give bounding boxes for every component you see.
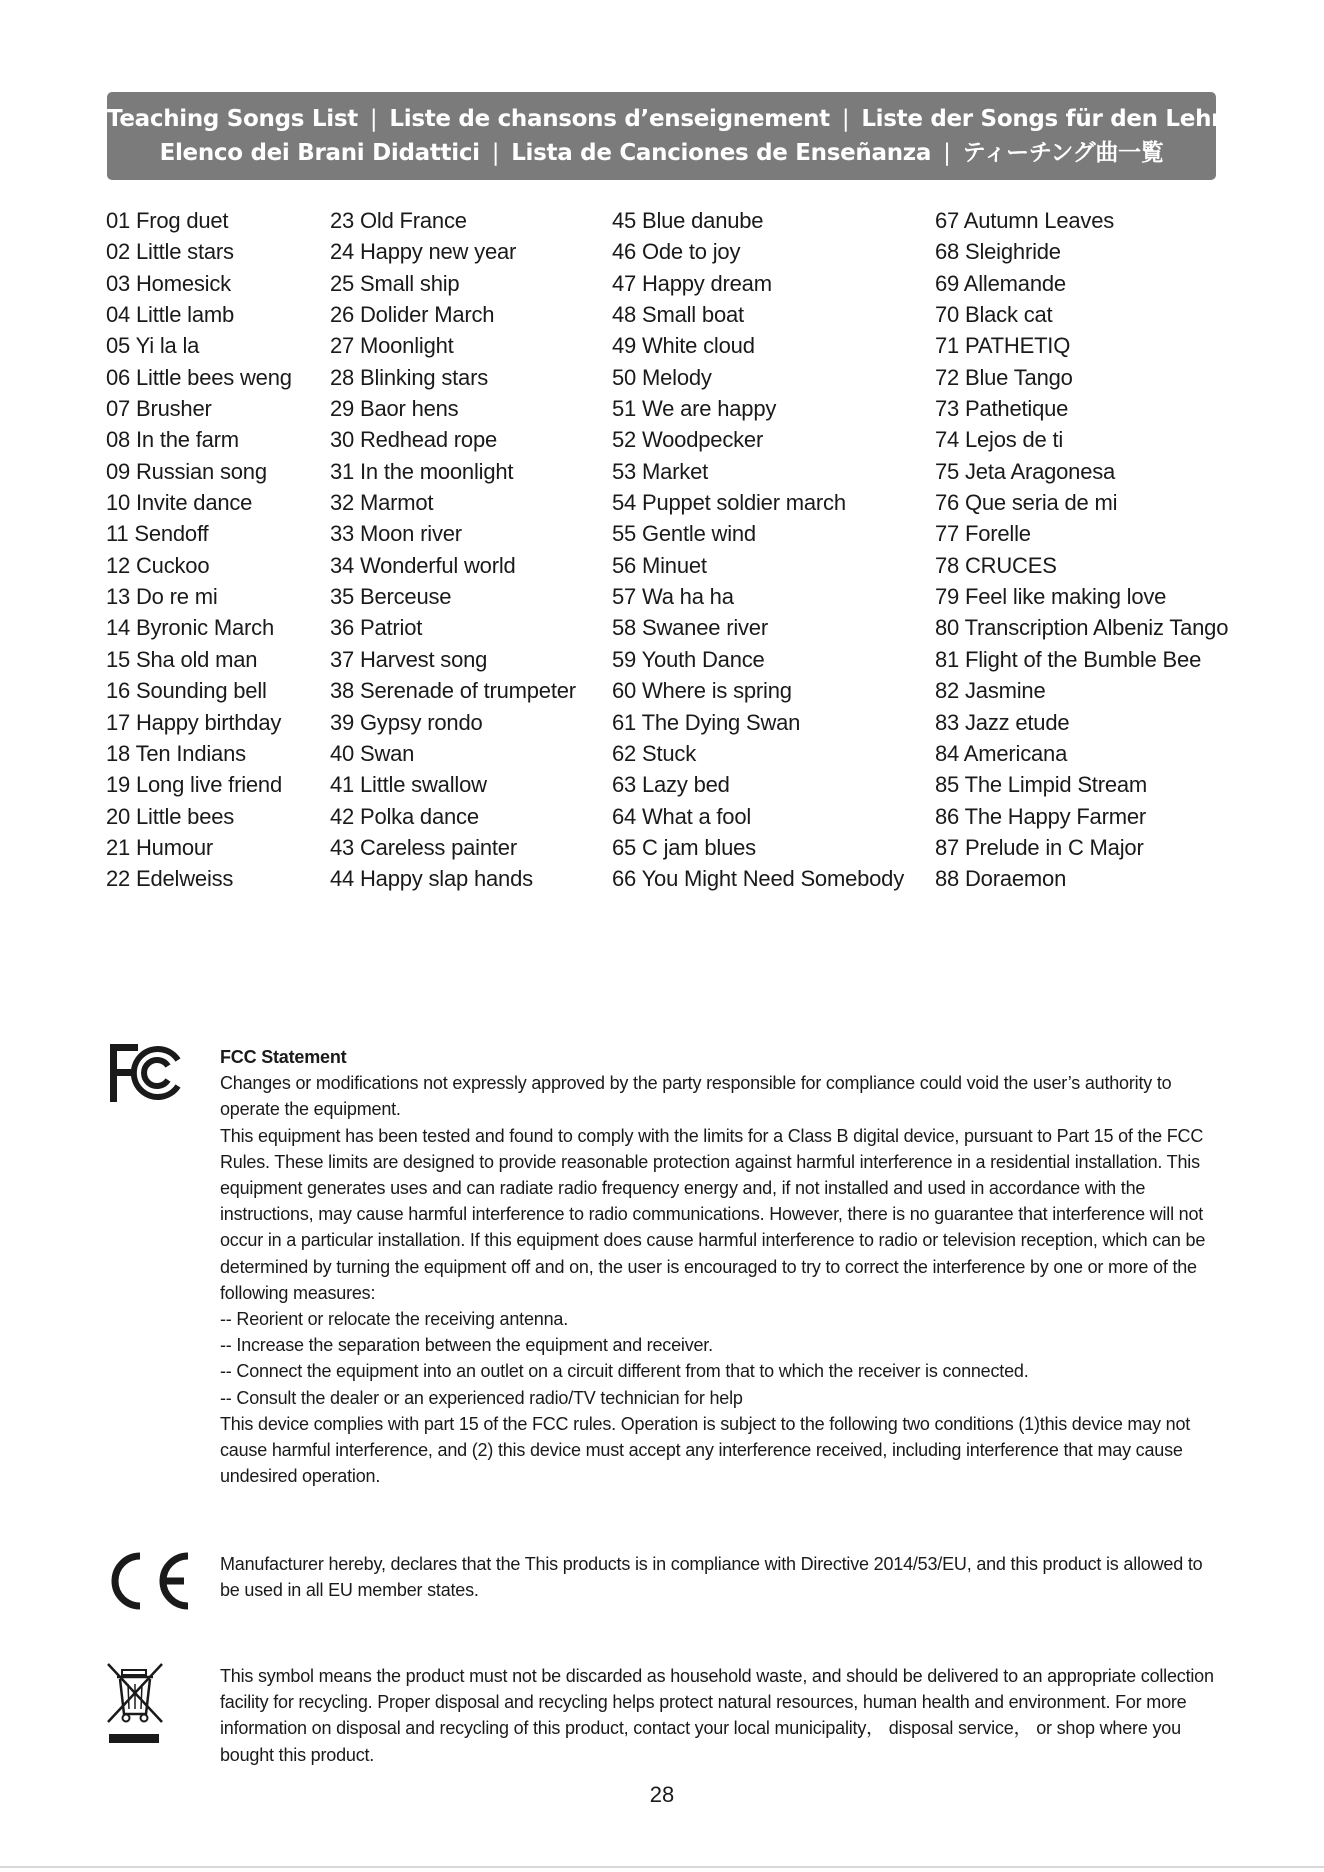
- song-item: 51 We are happy: [612, 396, 777, 422]
- song-item: 78 CRUCES: [935, 552, 1057, 578]
- song-item: 19 Long live friend: [106, 772, 282, 798]
- page-number: 28: [649, 1782, 675, 1807]
- song-item: 71 PATHETIQ: [935, 333, 1071, 359]
- song-item: 22 Edelweiss: [106, 866, 234, 892]
- song-item: 58 Swanee river: [612, 615, 768, 641]
- fcc-statement: [220, 1044, 1220, 1489]
- song-item: 07 Brusher: [106, 396, 212, 422]
- song-item: 16 Sounding bell: [106, 678, 267, 704]
- song-item: 43 Careless painter: [330, 834, 517, 860]
- song-item: 70 Black cat: [935, 302, 1053, 328]
- song-item: 32 Marmot: [330, 490, 434, 516]
- song-item: 87 Prelude in C Major: [935, 834, 1144, 860]
- song-item: 04 Little lamb: [106, 302, 235, 328]
- song-item: 84 Americana: [935, 740, 1068, 766]
- header-separator: |: [491, 140, 500, 166]
- song-item: 36 Patriot: [330, 615, 423, 641]
- bottom-divider: [0, 1866, 1324, 1868]
- song-item: 57 Wa ha ha: [612, 584, 734, 610]
- song-item: 88 Doraemon: [935, 866, 1067, 892]
- song-item: 47 Happy dream: [612, 270, 772, 296]
- song-item: 82 Jasmine: [935, 678, 1046, 704]
- song-item: 03 Homesick: [106, 270, 231, 296]
- song-item: 59 Youth Dance: [612, 646, 765, 672]
- header-title-en: Teaching Songs List: [107, 106, 358, 132]
- song-item: 15 Sha old man: [106, 646, 258, 672]
- fcc-measure: -- Increase the separation between the equipment and receiver.: [220, 1335, 713, 1356]
- fcc-title: FCC Statement: [220, 1047, 347, 1067]
- song-item: 06 Little bees weng: [106, 364, 292, 390]
- header-line-1: [107, 102, 1307, 136]
- song-item: 52 Woodpecker: [612, 427, 764, 453]
- fcc-measure: -- Consult the dealer or an experienced radio/TV technician for help: [220, 1387, 743, 1408]
- song-item: 41 Little swallow: [330, 772, 487, 798]
- song-item: 12 Cuckoo: [106, 552, 210, 578]
- song-item: 45 Blue danube: [612, 208, 764, 233]
- header-title-de: Liste der Songs für den Lehrmodus: [861, 106, 1307, 132]
- song-item: 29 Baor hens: [330, 396, 459, 422]
- song-column-4: [935, 205, 1228, 895]
- song-item: 54 Puppet soldier march: [612, 490, 846, 516]
- song-item: 40 Swan: [330, 740, 415, 766]
- header-title-fr: Liste de chansons d’enseignement: [389, 106, 830, 132]
- header-title-it: Elenco dei Brani Didattici: [159, 140, 480, 166]
- song-item: 68 Sleighride: [935, 239, 1061, 265]
- header-title-ja: ティーチング曲一覧: [962, 140, 1164, 166]
- song-item: 42 Polka dance: [330, 803, 479, 829]
- weee-bin-icon: [106, 1662, 166, 1748]
- song-item: 62 Stuck: [612, 740, 697, 766]
- song-column-2: [330, 205, 576, 895]
- song-item: 83 Jazz etude: [935, 709, 1070, 735]
- song-item: 33 Moon river: [330, 521, 462, 547]
- song-item: 20 Little bees: [106, 803, 235, 829]
- song-item: 24 Happy new year: [330, 239, 517, 265]
- song-item: 17 Happy birthday: [106, 709, 282, 735]
- song-column-3: [612, 205, 904, 895]
- header-separator: |: [943, 140, 951, 166]
- song-item: 05 Yi la la: [106, 333, 200, 359]
- song-item: 69 Allemande: [935, 270, 1066, 296]
- song-item: 39 Gypsy rondo: [330, 709, 483, 735]
- song-item: 80 Transcription Albeniz Tango: [935, 615, 1229, 641]
- header-separator: |: [369, 106, 378, 132]
- song-item: 46 Ode to joy: [612, 239, 741, 265]
- song-item: 13 Do re mi: [106, 584, 218, 610]
- song-item: 14 Byronic March: [106, 615, 274, 641]
- weee-disposal-notice: [220, 1663, 1220, 1768]
- song-item: 21 Humour: [106, 834, 214, 860]
- song-item: 44 Happy slap hands: [330, 866, 533, 892]
- song-item: 75 Jeta Aragonesa: [935, 458, 1116, 484]
- song-item: 31 In the moonlight: [330, 458, 514, 484]
- song-item: 72 Blue Tango: [935, 364, 1073, 390]
- song-item: 63 Lazy bed: [612, 772, 730, 798]
- song-item: 66 You Might Need Somebody: [612, 866, 905, 892]
- song-item: 23 Old France: [330, 208, 467, 233]
- song-item: 60 Where is spring: [612, 678, 792, 704]
- song-item: 08 In the farm: [106, 427, 239, 453]
- song-item: 65 C jam blues: [612, 834, 756, 860]
- ce-declaration: [220, 1551, 1220, 1603]
- ce-text: Manufacturer hereby, declares that the This products is in compliance with Directive 2014/53/EU, and this product is allowed to be used in all EU member states.: [220, 1554, 1203, 1601]
- song-item: 77 Forelle: [935, 521, 1031, 547]
- song-item: 34 Wonderful world: [330, 552, 516, 578]
- song-item: 35 Berceuse: [330, 584, 452, 610]
- song-column-1: [106, 205, 292, 895]
- fcc-paragraph: Changes or modifications not expressly approved by the party responsible for compliance could void the user’s authority to operate the equipment.: [220, 1073, 1172, 1120]
- song-item: 53 Market: [612, 458, 709, 484]
- song-item: 50 Melody: [612, 364, 712, 390]
- song-item: 38 Serenade of trumpeter: [330, 678, 576, 704]
- song-item: 76 Que seria de mi: [935, 490, 1118, 516]
- song-item: 01 Frog duet: [106, 208, 229, 233]
- fcc-paragraph: This device complies with part 15 of the FCC rules. Operation is subject to the following two conditions (1)this device may not cause harmful interference, and (2) this device must accept any interference received, including interference that may cause undesired operation.: [220, 1413, 1191, 1487]
- song-item: 48 Small boat: [612, 302, 744, 328]
- song-item: 86 The Happy Farmer: [935, 803, 1147, 829]
- song-item: 10 Invite dance: [106, 490, 253, 516]
- song-item: 74 Lejos de ti: [935, 427, 1064, 453]
- song-item: 25 Small ship: [330, 270, 460, 296]
- song-item: 02 Little stars: [106, 239, 234, 265]
- song-item: 79 Feel like making love: [935, 584, 1167, 610]
- song-item: 73 Pathetique: [935, 396, 1069, 422]
- song-item: 56 Minuet: [612, 552, 707, 578]
- song-item: 27 Moonlight: [330, 333, 454, 359]
- fcc-logo-icon: [104, 1040, 186, 1106]
- song-item: 28 Blinking stars: [330, 364, 489, 390]
- fcc-paragraph: This equipment has been tested and found to comply with the limits for a Class B digital device, pursuant to Part 15 of the FCC Rules. These limits are designed to provide reasonable protection against harmful interference in a residential installation. This equipment generates uses and can radiate radio frequency energy and, if not installed and used in accordance with the instructions, may cause harmful interference to radio communications. However, there is no guarantee that interference will not occur in a particular installation. If this equipment does cause harmful interference to radio or television reception, which can be determined by turning the equipment off and on, the user is encouraged to try to correct the interference by one or more of the following measures:: [220, 1125, 1206, 1303]
- song-item: 37 Harvest song: [330, 646, 488, 672]
- song-item: 26 Dolider March: [330, 302, 495, 328]
- song-item: 11 Sendoff: [106, 521, 209, 547]
- header-separator: |: [841, 106, 850, 132]
- song-item: 61 The Dying Swan: [612, 709, 801, 735]
- song-item: 49 White cloud: [612, 333, 755, 359]
- songs-list: [0, 205, 1324, 905]
- header-line-2: [107, 136, 1216, 170]
- header-title-es: Lista de Canciones de Enseñanza: [511, 140, 932, 166]
- song-item: 67 Autumn Leaves: [935, 208, 1115, 233]
- song-item: 55 Gentle wind: [612, 521, 756, 547]
- teaching-songs-header: [107, 92, 1307, 180]
- weee-text: This symbol means the product must not be discarded as household waste, and should be delivered to an appropriate collection facility for recycling. Proper disposal and recycling helps protect natural resources, human health and environment. For more information on disposal and recycling of this product, contact your local municipality， disposal service， or shop where you bought this product.: [220, 1666, 1214, 1765]
- song-item: 18 Ten Indians: [106, 740, 246, 766]
- song-item: 30 Redhead rope: [330, 427, 498, 453]
- song-item: 85 The Limpid Stream: [935, 772, 1148, 798]
- ce-mark-icon: [104, 1550, 192, 1612]
- fcc-measure: -- Connect the equipment into an outlet on a circuit different from that to which the receiver is connected.: [220, 1361, 1029, 1382]
- song-item: 81 Flight of the Bumble Bee: [935, 646, 1202, 672]
- fcc-measure: -- Reorient or relocate the receiving antenna.: [220, 1309, 568, 1330]
- song-item: 09 Russian song: [106, 458, 267, 484]
- song-item: 64 What a fool: [612, 803, 752, 829]
